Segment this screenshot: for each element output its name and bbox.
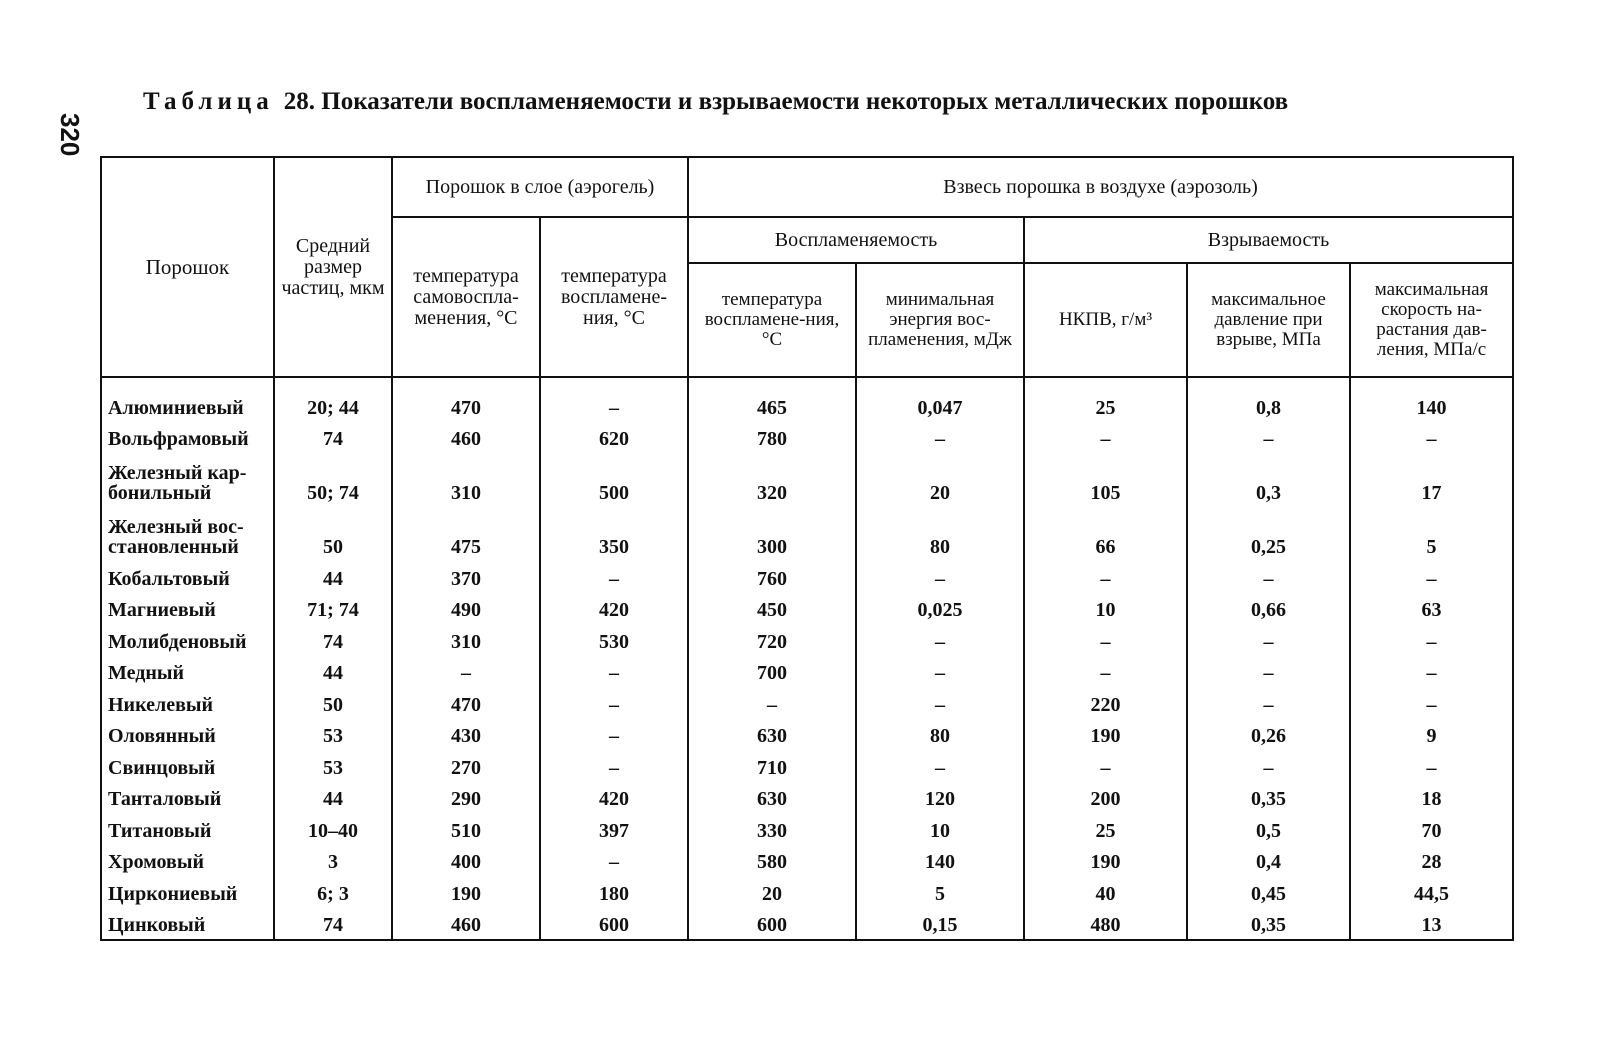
cell-min-ignition-energy: 80 [856, 715, 1024, 747]
cell-max-pressure-rate: – [1350, 418, 1513, 450]
cell-ignition-temp-layer: – [540, 746, 688, 778]
cell-lel: 10 [1024, 589, 1187, 621]
cell-self-ignition-temp: 490 [392, 589, 540, 621]
cell-particle-size: 50 [274, 503, 392, 557]
cell-min-ignition-energy: 10 [856, 809, 1024, 841]
table-title [143, 88, 1288, 116]
table-row [101, 778, 1513, 810]
cell-lel: – [1024, 418, 1187, 450]
header-ignition-temp-layer: температура воспламене-ния, °С [540, 217, 688, 377]
table-row [101, 683, 1513, 715]
cell-max-pressure: – [1187, 557, 1350, 589]
cell-max-pressure: 0,35 [1187, 778, 1350, 810]
cell-min-ignition-energy: 140 [856, 841, 1024, 873]
table-title-text: 28. Показатели воспламеняемости и взрываемости некоторых металлических порошков [283, 88, 1289, 115]
cell-ignition-temp-layer: 180 [540, 872, 688, 904]
table-row [101, 449, 1513, 503]
cell-powder: Железный вос-становленный [101, 503, 274, 557]
cell-particle-size: 74 [274, 904, 392, 941]
cell-lel: – [1024, 746, 1187, 778]
header-layer-group: Порошок в слое (аэрогель) [392, 157, 688, 217]
cell-powder: Вольфрамовый [101, 418, 274, 450]
cell-particle-size: 50 [274, 683, 392, 715]
table-row [101, 746, 1513, 778]
header-ignition-temp-air: температура воспламене-ния, °С [688, 263, 856, 377]
cell-max-pressure-rate: 63 [1350, 589, 1513, 621]
cell-ignition-temp-layer: 350 [540, 503, 688, 557]
cell-max-pressure-rate: 70 [1350, 809, 1513, 841]
table-row [101, 503, 1513, 557]
cell-max-pressure-rate: – [1350, 557, 1513, 589]
cell-max-pressure: 0,3 [1187, 449, 1350, 503]
cell-max-pressure-rate: 140 [1350, 377, 1513, 418]
cell-max-pressure: – [1187, 683, 1350, 715]
cell-powder: Магниевый [101, 589, 274, 621]
cell-min-ignition-energy: – [856, 746, 1024, 778]
cell-ignition-temp-air: 780 [688, 418, 856, 450]
cell-powder: Медный [101, 652, 274, 684]
cell-self-ignition-temp: 470 [392, 683, 540, 715]
cell-ignition-temp-layer: – [540, 841, 688, 873]
cell-max-pressure-rate: – [1350, 683, 1513, 715]
cell-ignition-temp-layer: – [540, 652, 688, 684]
cell-particle-size: 53 [274, 746, 392, 778]
cell-self-ignition-temp: 460 [392, 418, 540, 450]
table-row [101, 557, 1513, 589]
cell-lel: 200 [1024, 778, 1187, 810]
table-row [101, 377, 1513, 418]
cell-self-ignition-temp: 310 [392, 620, 540, 652]
cell-powder: Цинковый [101, 904, 274, 941]
cell-min-ignition-energy: – [856, 557, 1024, 589]
cell-self-ignition-temp: 270 [392, 746, 540, 778]
cell-ignition-temp-air: 720 [688, 620, 856, 652]
cell-ignition-temp-layer: 620 [540, 418, 688, 450]
header-powder: Порошок [101, 157, 274, 377]
cell-ignition-temp-layer: 397 [540, 809, 688, 841]
cell-particle-size: 6; 3 [274, 872, 392, 904]
header-min-ignition-energy: минимальная энергия вос-пламенения, мДж [856, 263, 1024, 377]
cell-max-pressure: 0,5 [1187, 809, 1350, 841]
cell-max-pressure-rate: – [1350, 620, 1513, 652]
cell-self-ignition-temp: 475 [392, 503, 540, 557]
cell-max-pressure-rate: 17 [1350, 449, 1513, 503]
cell-max-pressure: 0,45 [1187, 872, 1350, 904]
cell-min-ignition-energy: 80 [856, 503, 1024, 557]
cell-min-ignition-energy: 0,025 [856, 589, 1024, 621]
cell-ignition-temp-air: 710 [688, 746, 856, 778]
cell-min-ignition-energy: – [856, 683, 1024, 715]
cell-ignition-temp-layer: – [540, 377, 688, 418]
table-row [101, 809, 1513, 841]
cell-ignition-temp-air: 580 [688, 841, 856, 873]
cell-max-pressure-rate: 9 [1350, 715, 1513, 747]
cell-max-pressure: 0,66 [1187, 589, 1350, 621]
cell-ignition-temp-layer: – [540, 557, 688, 589]
data-table [100, 156, 1514, 941]
cell-ignition-temp-layer: 600 [540, 904, 688, 941]
table-header [101, 157, 1513, 377]
cell-lel: – [1024, 557, 1187, 589]
header-air-group: Взвесь порошка в воздухе (аэрозоль) [688, 157, 1513, 217]
cell-ignition-temp-air: 630 [688, 715, 856, 747]
cell-max-pressure: 0,25 [1187, 503, 1350, 557]
table-title-label: Таблица [143, 88, 274, 115]
cell-max-pressure: 0,35 [1187, 904, 1350, 941]
cell-ignition-temp-air: 320 [688, 449, 856, 503]
header-lel: НКПВ, г/м³ [1024, 263, 1187, 377]
cell-ignition-temp-layer: 420 [540, 778, 688, 810]
cell-particle-size: 44 [274, 778, 392, 810]
cell-min-ignition-energy: 0,047 [856, 377, 1024, 418]
cell-ignition-temp-layer: 500 [540, 449, 688, 503]
page-number: 320 [55, 113, 85, 157]
cell-max-pressure: – [1187, 652, 1350, 684]
cell-powder: Оловянный [101, 715, 274, 747]
cell-lel: 25 [1024, 377, 1187, 418]
table-row [101, 620, 1513, 652]
cell-max-pressure-rate: 44,5 [1350, 872, 1513, 904]
cell-self-ignition-temp: 510 [392, 809, 540, 841]
cell-max-pressure: 0,8 [1187, 377, 1350, 418]
table-row [101, 872, 1513, 904]
cell-max-pressure: – [1187, 620, 1350, 652]
cell-self-ignition-temp: 470 [392, 377, 540, 418]
cell-self-ignition-temp: 290 [392, 778, 540, 810]
cell-lel: 190 [1024, 841, 1187, 873]
cell-powder: Никелевый [101, 683, 274, 715]
cell-max-pressure-rate: – [1350, 746, 1513, 778]
cell-lel: 105 [1024, 449, 1187, 503]
cell-max-pressure: 0,26 [1187, 715, 1350, 747]
cell-min-ignition-energy: – [856, 620, 1024, 652]
cell-particle-size: 10–40 [274, 809, 392, 841]
cell-powder: Свинцовый [101, 746, 274, 778]
cell-lel: 66 [1024, 503, 1187, 557]
cell-lel: 190 [1024, 715, 1187, 747]
cell-min-ignition-energy: 5 [856, 872, 1024, 904]
cell-max-pressure-rate: 28 [1350, 841, 1513, 873]
cell-ignition-temp-layer: – [540, 683, 688, 715]
cell-particle-size: 44 [274, 557, 392, 589]
table-body [101, 377, 1513, 940]
cell-min-ignition-energy: – [856, 418, 1024, 450]
cell-powder: Молибденовый [101, 620, 274, 652]
cell-max-pressure-rate: 18 [1350, 778, 1513, 810]
cell-powder: Танталовый [101, 778, 274, 810]
cell-self-ignition-temp: 190 [392, 872, 540, 904]
cell-particle-size: 74 [274, 620, 392, 652]
cell-ignition-temp-air: 600 [688, 904, 856, 941]
header-max-pressure: максимальное давление при взрыве, МПа [1187, 263, 1350, 377]
cell-self-ignition-temp: 460 [392, 904, 540, 941]
cell-self-ignition-temp: – [392, 652, 540, 684]
cell-lel: 480 [1024, 904, 1187, 941]
cell-max-pressure-rate: 13 [1350, 904, 1513, 941]
cell-particle-size: 50; 74 [274, 449, 392, 503]
cell-lel: – [1024, 652, 1187, 684]
header-particle-size: Средний размер частиц, мкм [274, 157, 392, 377]
cell-ignition-temp-layer: – [540, 715, 688, 747]
cell-particle-size: 74 [274, 418, 392, 450]
cell-lel: 25 [1024, 809, 1187, 841]
table-row [101, 418, 1513, 450]
cell-powder: Железный кар-бонильный [101, 449, 274, 503]
cell-ignition-temp-air: 300 [688, 503, 856, 557]
cell-min-ignition-energy: 20 [856, 449, 1024, 503]
cell-ignition-temp-layer: 530 [540, 620, 688, 652]
cell-self-ignition-temp: 370 [392, 557, 540, 589]
cell-particle-size: 71; 74 [274, 589, 392, 621]
cell-particle-size: 20; 44 [274, 377, 392, 418]
header-flammability: Воспламеняемость [688, 217, 1024, 263]
cell-min-ignition-energy: 0,15 [856, 904, 1024, 941]
cell-max-pressure: – [1187, 746, 1350, 778]
cell-ignition-temp-air: 330 [688, 809, 856, 841]
cell-self-ignition-temp: 310 [392, 449, 540, 503]
table-row [101, 652, 1513, 684]
table-row [101, 715, 1513, 747]
cell-powder: Хромовый [101, 841, 274, 873]
header-max-pressure-rate: максимальная скорость на-растания дав-ления, МПа/с [1350, 263, 1513, 377]
cell-self-ignition-temp: 400 [392, 841, 540, 873]
cell-ignition-temp-air: 465 [688, 377, 856, 418]
cell-particle-size: 53 [274, 715, 392, 747]
cell-particle-size: 44 [274, 652, 392, 684]
header-explosiveness: Взрываемость [1024, 217, 1513, 263]
cell-ignition-temp-air: 630 [688, 778, 856, 810]
cell-max-pressure-rate: 5 [1350, 503, 1513, 557]
cell-lel: 40 [1024, 872, 1187, 904]
cell-min-ignition-energy: – [856, 652, 1024, 684]
cell-ignition-temp-air: 700 [688, 652, 856, 684]
table-row [101, 841, 1513, 873]
header-self-ignition-temp: температура самовоспла-менения, °С [392, 217, 540, 377]
cell-particle-size: 3 [274, 841, 392, 873]
cell-lel: 220 [1024, 683, 1187, 715]
cell-ignition-temp-air: 450 [688, 589, 856, 621]
cell-min-ignition-energy: 120 [856, 778, 1024, 810]
cell-max-pressure: 0,4 [1187, 841, 1350, 873]
cell-max-pressure: – [1187, 418, 1350, 450]
cell-ignition-temp-layer: 420 [540, 589, 688, 621]
cell-powder: Титановый [101, 809, 274, 841]
cell-ignition-temp-air: – [688, 683, 856, 715]
table-row [101, 589, 1513, 621]
cell-self-ignition-temp: 430 [392, 715, 540, 747]
cell-powder: Кобальтовый [101, 557, 274, 589]
cell-max-pressure-rate: – [1350, 652, 1513, 684]
cell-lel: – [1024, 620, 1187, 652]
cell-powder: Алюминиевый [101, 377, 274, 418]
cell-powder: Циркониевый [101, 872, 274, 904]
cell-ignition-temp-air: 20 [688, 872, 856, 904]
cell-ignition-temp-air: 760 [688, 557, 856, 589]
table-row [101, 904, 1513, 941]
